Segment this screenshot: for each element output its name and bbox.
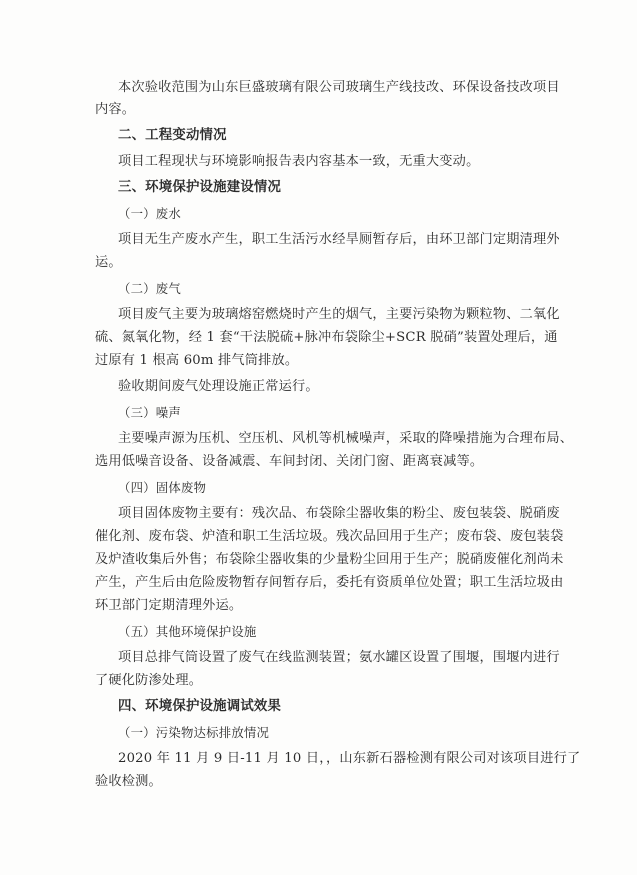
paragraph-scope-line2: 内容。 — [95, 102, 136, 117]
paragraph-gas-operation: 验收期间废气处理设施正常运行。 — [118, 379, 319, 394]
heading-section-3: 三、环境保护设施建设情况 — [118, 180, 282, 195]
paragraph-solid-line4: 产生，产生后由危险废物暂存间暂存后，委托有资质单位处置；职工生活垃圾由 — [95, 575, 564, 590]
paragraph-other-line2: 了硬化防渗处理。 — [95, 673, 203, 688]
paragraph-scope-line1: 本次验收范围为山东巨盛玻璃有限公司玻璃生产线技改、环保设备技改项目 — [118, 80, 560, 95]
paragraph-noise-line2: 选用低噪音设备、设备减震、车间封闭、关闭门窗、距离衰减等。 — [95, 454, 484, 469]
heading-section-2: 二、工程变动情况 — [118, 128, 227, 143]
paragraph-noise-line1: 主要噪声源为压机、空压机、风机等机械噪声，采取的降噪措施为合理布局、 — [118, 431, 574, 446]
paragraph-solid-line5: 环卫部门定期清理外运。 — [95, 598, 243, 613]
paragraph-solid-line3: 及炉渣收集后外售；布袋除尘器收集的少量粉尘回用于生产；脱硝废催化剂尚未 — [95, 552, 564, 567]
subheading-exhaust-gas: （二）废气 — [118, 281, 181, 296]
heading-section-4: 四、环境保护设施调试效果 — [118, 699, 282, 714]
paragraph-changes: 项目工程现状与环境影响报告表内容基本一致，无重大变动。 — [118, 154, 480, 169]
subheading-other-facilities: （五）其他环境保护设施 — [118, 624, 257, 639]
paragraph-wastewater-line1: 项目无生产废水产生，职工生活污水经旱厕暂存后，由环卫部门定期清理外 — [118, 232, 560, 247]
paragraph-testing-line2: 验收检测。 — [95, 774, 162, 789]
paragraph-wastewater-line2: 运。 — [95, 255, 122, 270]
paragraph-gas-line3: 过原有 1 根高 60m 排气筒排放。 — [95, 353, 299, 368]
subheading-noise: （三）噪声 — [118, 405, 181, 420]
subheading-emission-compliance: （一）污染物达标排放情况 — [118, 725, 270, 740]
paragraph-testing-line1: 2020 年 11 月 9 日-11 月 10 日，，山东新石器检测有限公司对该项目进行了 — [118, 751, 581, 766]
paragraph-solid-line1: 项目固体废物主要有：残次品、布袋除尘器收集的粉尘、废包装袋、脱硝废 — [118, 506, 560, 521]
paragraph-other-line1: 项目总排气筒设置了废气在线监测装置；氨水罐区设置了围堰，围堰内进行 — [118, 650, 560, 665]
paragraph-gas-line2: 硫、氮氧化物，经 1 套“干法脱硫+脉冲布袋除尘+SCR 脱硝”装置处理后，通 — [95, 330, 558, 345]
paragraph-gas-line1: 项目废气主要为玻璃熔窑燃烧时产生的烟气，主要污染物为颗粒物、二氧化 — [118, 307, 560, 322]
subheading-wastewater: （一）废水 — [118, 206, 181, 221]
paragraph-solid-line2: 催化剂、废布袋、炉渣和职工生活垃圾。残次品回用于生产；废布袋、废包装袋 — [95, 529, 564, 544]
subheading-solid-waste: （四）固体废物 — [118, 480, 207, 495]
